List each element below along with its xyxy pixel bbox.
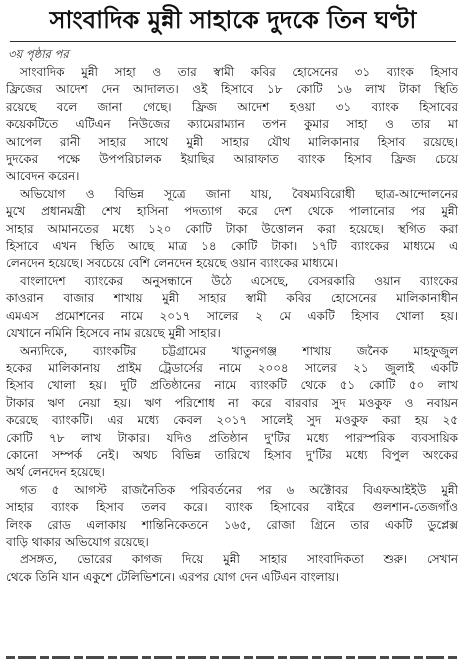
body-line: অভিযোগ ও বিভিন্ন সূত্রে জানা যায়, বৈষম্যবিরোধী ছাত্র-আন্দোলনের — [20, 186, 458, 201]
body-line: টাকার ঋণ নেয়া হয়। ঋণ পরিশোধ না করে বারবার সুদ মওকুফ ও নবায়ন — [6, 395, 458, 410]
body-line: লিংক রোড এলাকায় শান্তিনিকেতনে ১৬৫, রোজা গ্রিনে তার একটি ডুপ্লেক্স — [6, 517, 458, 532]
body-line: কোনো সম্পর্ক নেই। অথচ বিভিন্ন তারিখে হিসাব দু'টির মধ্যে বিপুল অংকের — [6, 447, 458, 462]
body-line: থেকে তিনি যান একুশে টেলিভিশনে। এরপর যোগ দেন এটিএন বাংলায়। — [6, 569, 340, 584]
paragraph-6 — [6, 551, 458, 586]
body-line: সাহার ব্যাংক হিসাব তলব করে। ব্যাংক হিসাবের বাইরে গুলশান-তেজগাঁও — [6, 500, 458, 515]
body-line: প্রসঙ্গত, ভোরের কাগজ দিয়ে মুন্নী সাহার সাংবাদিকতা শুরু। সেখান — [20, 552, 458, 567]
body-line: বাংলাদেশ ব্যাংকের অনুসন্ধানে উঠে এসেছে, বেসরকারি ওয়ান ব্যাংকের — [20, 273, 458, 288]
body-line: রয়েছে বলে জানা গেছে। ফ্রিজ আদেশ হওয়া ৩১ ব্যাংক হিসাবের — [6, 99, 458, 114]
body-line: করেছে ব্যাংকটি। এর মধ্যে কেবল ২০১৭ সালেই সুদ মওকুফ করা হয় ২৫ — [6, 413, 458, 428]
body-line: হিসাবে এখন স্থিতি আছে মাত্র ১৪ কোটি টাকা। ১৭টি ব্যাংকের মাধ্যমে এ — [6, 239, 458, 254]
body-line: কোটি ৭৮ লাখ টাকার। যদিও প্রতিষ্ঠান দু'টির মধ্যে পারস্পরিক ব্যবসায়িক — [6, 430, 458, 445]
headline: সাংবাদিক মুন্নী সাহাকে দুদকে তিন ঘণ্টা — [49, 6, 417, 34]
body-line: সাহার আমানতের মধ্যে ১২০ কোটি টাকা উত্তোলন করা হয়েছে। স্থগিত করা — [6, 221, 458, 236]
body-line: হিসাব খোলা হয়। দুটি প্রতিষ্ঠানের নামে ব্যাংকটি থেকে ৫১ কোটি ৫০ লাখ — [6, 378, 458, 393]
body-line: যেখানে নমিনি হিসেবে নাম রয়েছে মুন্নী সাহার। — [6, 326, 221, 341]
paragraph-3 — [6, 273, 458, 343]
headline-divider — [10, 41, 456, 42]
body-line: অর্থ লেনদেন হয়েছে। — [6, 465, 105, 480]
paragraph-4 — [6, 343, 458, 482]
article-body — [6, 64, 458, 586]
body-line: অন্যদিকে, ব্যাংকটির চট্টগ্রামের খাতুনগঞ্জ শাখায় জনৈক মাহফুজুল — [20, 343, 458, 358]
body-line: হকের মালিকানায় প্রাইম ট্রেডার্সের নামে ২০০৪ সালের ২১ জুলাই একটি — [6, 360, 458, 375]
body-line: কাওরান বাজার শাখায় মুন্নী সাহার স্বামী কবির হোসেনের মালিকানাধীন — [6, 291, 458, 306]
paragraph-1 — [6, 64, 458, 186]
body-line: দুদকের পক্ষে উপপরিচালক ইয়াছির আরাফাত ব্যাংক হিসাব ফ্রিজ চেয়ে — [6, 152, 458, 167]
paragraph-2 — [6, 186, 458, 273]
body-line: মুখে প্রধানমন্ত্রী শেখ হাসিনা পদত্যাগ করে দেশ থেকে পালানোর পর মুন্নী — [6, 204, 458, 219]
body-line: আবেদন করেন। — [6, 169, 80, 184]
body-line: কয়েকটিতে এটিএন নিউজের ক্যামেরাম্যান তপন কুমার সাহা ও তার মা — [6, 117, 458, 132]
body-line: এমএস প্রমোশনের নামে ২০১৭ সালের ২ মে একটি হিসাব খোলা হয়। — [6, 308, 458, 323]
body-line: আপেল রানী সাহার সাথে মুন্নী সাহার যৌথ মালিকানার হিসাব রয়েছে। — [6, 134, 458, 149]
body-line: সাংবাদিক মুন্নী সাহা ও তার স্বামী কবির হোসেনের ৩১ ব্যাংক হিসাব — [20, 65, 458, 79]
body-line: গত ৫ আগস্ট রাজনৈতিক পরিবর্তনের পর ৬ অক্টোবর বিএফআইইউ মুন্নী — [20, 482, 458, 497]
paragraph-5 — [6, 482, 458, 552]
continued-from-label: ৩য় পৃষ্ঠার পর — [8, 47, 69, 61]
body-line: লেনদেন হয়েছে। সবচেয়ে বেশি লেনদেন হয়েছে ওয়ান ব্যাংকের মাধ্যমে। — [6, 256, 339, 271]
cut-off-next-line — [6, 656, 458, 663]
body-line: বাড়ি থাকার অভিযোগ রয়েছে। — [6, 534, 149, 549]
body-line: ফ্রিজের আদেশ দেন আদালত। ওই হিসাবে ১৮ কোটি ১৬ লাখ টাকা স্থিতি — [6, 82, 458, 97]
